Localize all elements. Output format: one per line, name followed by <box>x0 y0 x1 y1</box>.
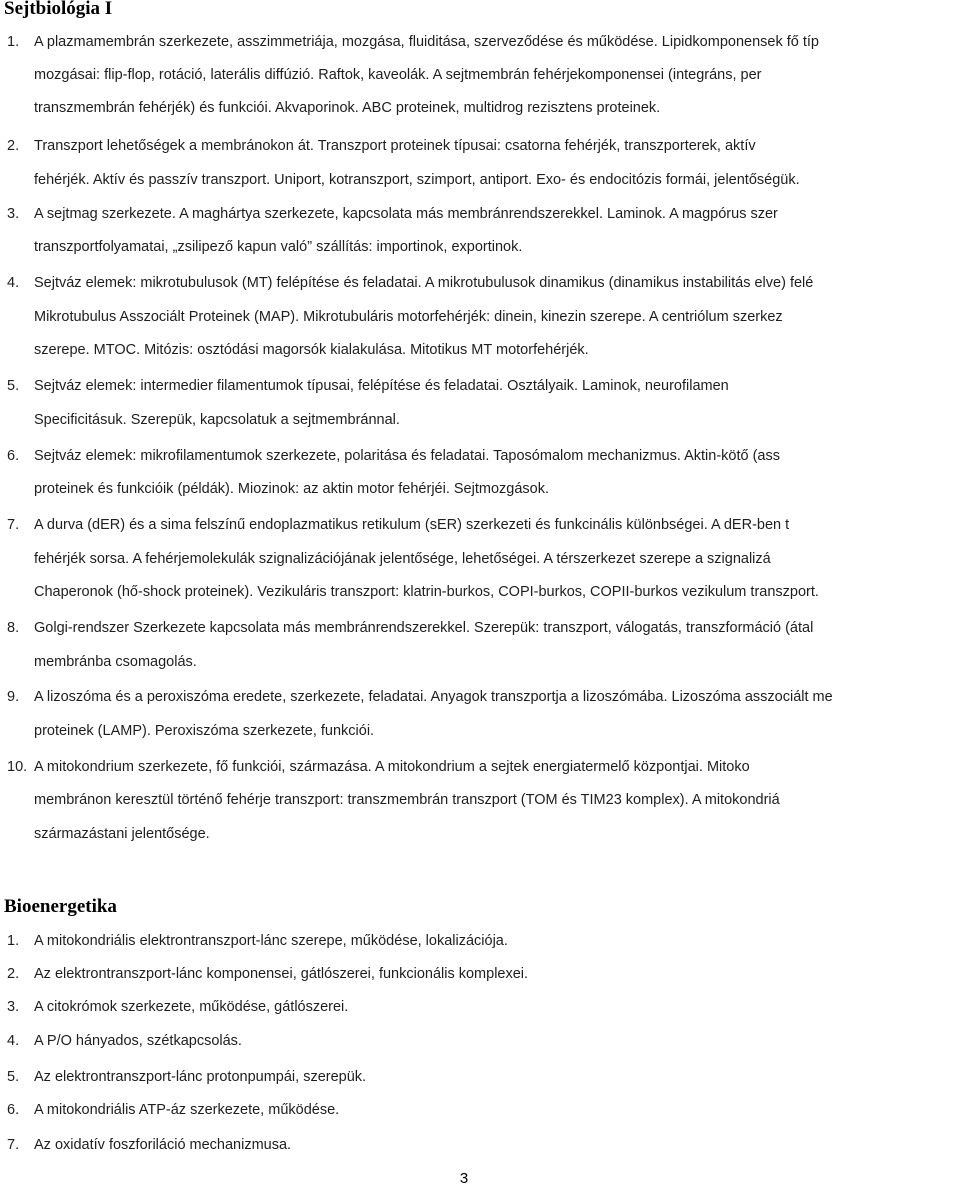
list-item <box>0 996 960 1018</box>
item-text-line: Mikrotubulus Asszociált Proteinek (MAP). Mikrotubuláris motorfehérjék: dinein, kinezin szerepe. A centriólum szerkez <box>34 309 783 325</box>
item-number: 2. <box>7 138 20 154</box>
item-text-line: transzportfolyamatai, „zsilipező kapun való” szállítás: importinok, exportinok. <box>34 239 523 255</box>
item-text-line: Chaperonok (hő-shock proteinek). Vezikuláris transzport: klatrin-burkos, COPI-burkos, COPII-burkos vezikulum transzport. <box>34 584 819 600</box>
item-text-line: A plazmamembrán szerkezete, asszimmetriája, mozgása, fluiditása, szerveződése és működése. Lipidkomponensek fő típ <box>34 34 819 50</box>
item-text-line: szerepe. MTOC. Mitózis: osztódási magorsók kialakulása. Mitotikus MT motorfehérjék. <box>34 342 589 358</box>
item-number: 7. <box>7 1137 20 1153</box>
item-number: 5. <box>7 378 20 394</box>
item-text-line: A sejtmag szerkezete. A maghártya szerkezete, kapcsolata más membránrendszerekkel. Laminok. A magpórus szer <box>34 206 778 222</box>
page-number: 3 <box>459 1170 469 1187</box>
item-text-line: A mitokondriális elektrontranszport-lánc szerepe, működése, lokalizációja. <box>34 933 508 949</box>
item-text-line: Transzport lehetőségek a membránokon át. Transzport proteinek típusai: csatorna fehérjék, transzporterek, aktív <box>34 138 756 154</box>
item-text-line: A lizoszóma és a peroxiszóma eredete, szerkezete, feladatai. Anyagok transzportja a lizoszómába. Lizoszóma asszociált me <box>34 689 833 705</box>
item-text-line: Sejtváz elemek: mikrofilamentumok szerkezete, polaritása és feladatai. Taposómalom mechanizmus. Aktin-kötő (ass <box>34 448 780 464</box>
list-item <box>0 1030 960 1052</box>
item-text-line: membránon keresztül történő fehérje transzport: transzmembrán transzport (TOM és TIM23 komplex). A mitokondriá <box>34 792 780 808</box>
list-item <box>0 1134 960 1156</box>
item-text-line: Sejtváz elemek: mikrotubulusok (MT) felépítése és feladatai. A mikrotubulusok dinamikus (dinamikus instabilitás elve) felé <box>34 275 814 291</box>
item-text-line: származástani jelentősége. <box>34 826 210 842</box>
item-text-line: A mitokondrium szerkezete, fő funkciói, származása. A mitokondrium a sejtek energiatermelő központjai. Mitoko <box>34 759 750 775</box>
item-text-line: A citokrómok szerkezete, működése, gátlószerei. <box>34 999 349 1015</box>
item-text-line: proteinek (LAMP). Peroxiszóma szerkezete, funkciói. <box>34 723 375 739</box>
item-number: 3. <box>7 206 20 222</box>
item-number: 1. <box>7 34 20 50</box>
item-text-line: Specificitásuk. Szerepük, kapcsolatuk a sejtmembránnal. <box>34 412 400 428</box>
item-text-line: fehérjék sorsa. A fehérjemolekulák szignalizációjának jelentősége, lehetőségei. A térszerkezet szerepe a szignalizá <box>34 551 771 567</box>
item-number: 10. <box>7 759 28 775</box>
item-text-line: Sejtváz elemek: intermedier filamentumok típusai, felépítése és feladatai. Osztályaik. Laminok, neurofilamen <box>34 378 729 394</box>
item-number: 4. <box>7 275 20 291</box>
item-number: 6. <box>7 1102 20 1118</box>
list-item <box>0 1099 960 1121</box>
item-number: 1. <box>7 933 20 949</box>
item-text-line: A mitokondriális ATP-áz szerkezete, működése. <box>34 1102 340 1118</box>
section-title-bioenergetics: Bioenergetika <box>4 896 117 917</box>
item-text-line: fehérjék. Aktív és passzív transzport. Uniport, kotranszport, szimport, antiport. Exo- és endocitózis formái, jelentőségük. <box>34 172 800 188</box>
item-number: 9. <box>7 689 20 705</box>
item-number: 8. <box>7 620 20 636</box>
item-number: 7. <box>7 517 20 533</box>
item-number: 5. <box>7 1069 20 1085</box>
list-item <box>0 1066 960 1088</box>
item-text-line: Golgi-rendszer Szerkezete kapcsolata más membránrendszerekkel. Szerepük: transzport, válogatás, transzformáció (átal <box>34 620 814 636</box>
item-text-line: mozgásai: flip-flop, rotáció, laterális diffúzió. Raftok, kaveolák. A sejtmembrán fehérjekomponensei (integráns, per <box>34 67 762 83</box>
item-text-line: transzmembrán fehérjék) és funkciói. Akvaporinok. ABC proteinek, multidrog rezisztens proteinek. <box>34 100 661 116</box>
item-text-line: Az elektrontranszport-lánc komponensei, gátlószerei, funkcionális komplexei. <box>34 966 529 982</box>
item-number: 2. <box>7 966 20 982</box>
list-item <box>0 963 960 985</box>
item-number: 6. <box>7 448 20 464</box>
item-text-line: A durva (dER) és a sima felszínű endoplazmatikus retikulum (sER) szerkezeti és funkcinális különbségei. A dER-ben t <box>34 517 790 533</box>
list-item <box>0 930 960 952</box>
item-text-line: proteinek és funkcióik (példák). Miozinok: az aktin motor fehérjéi. Sejtmozgások. <box>34 481 549 497</box>
item-text-line: Az oxidatív foszforiláció mechanizmusa. <box>34 1137 292 1153</box>
item-text-line: membránba csomagolás. <box>34 654 197 670</box>
item-number: 4. <box>7 1033 20 1049</box>
section-title-cell-biology: Sejtbiológia I <box>4 0 113 19</box>
item-number: 3. <box>7 999 20 1015</box>
item-text-line: A P/O hányados, szétkapcsolás. <box>34 1033 242 1049</box>
item-text-line: Az elektrontranszport-lánc protonpumpái, szerepük. <box>34 1069 367 1085</box>
